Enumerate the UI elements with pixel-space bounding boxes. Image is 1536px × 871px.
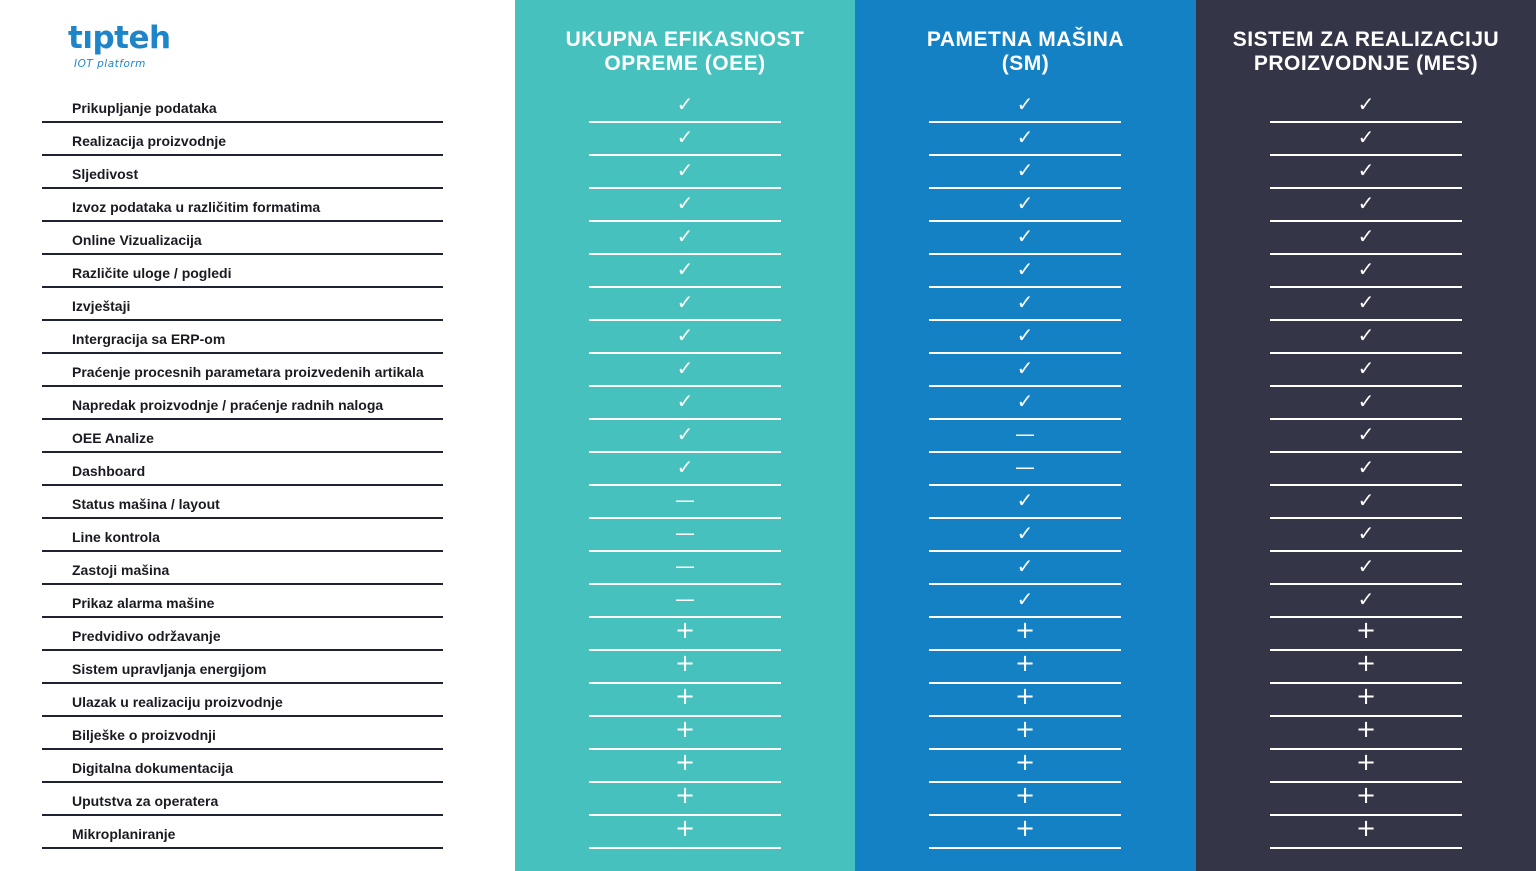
feature-label: Praćenje procesnih parametara proizvedenih artikala	[72, 364, 424, 380]
checkmark-icon: ✓	[1016, 125, 1034, 149]
dash-icon: —	[675, 587, 695, 611]
checkmark-icon: ✓	[676, 323, 694, 347]
feature-label: Intergracija sa ERP-om	[72, 331, 226, 347]
feature-label: Dashboard	[72, 463, 146, 479]
plus-icon: +	[674, 616, 696, 644]
sm-cell	[929, 189, 1121, 222]
dash-icon: —	[675, 521, 695, 545]
column-title-sm	[855, 28, 1196, 76]
oee-cell	[589, 684, 781, 717]
oee-cell	[589, 90, 781, 123]
column-title-line: PROIZVODNJE (MES)	[1253, 52, 1479, 75]
column-title-mes	[1196, 28, 1536, 76]
feature-row	[42, 354, 443, 387]
checkmark-icon: ✓	[676, 125, 694, 149]
feature-label: Prikaz alarma mašine	[72, 595, 215, 611]
sm-cell	[929, 783, 1121, 816]
feature-label: Ulazak u realizaciju proizvodnje	[72, 694, 283, 710]
feature-row	[42, 90, 443, 123]
column-title-line: (SM)	[1001, 52, 1050, 75]
checkmark-icon: ✓	[1357, 125, 1375, 149]
logo-wordmark: tıpteh	[68, 20, 171, 56]
oee-cell	[589, 618, 781, 651]
oee-cell	[589, 189, 781, 222]
plus-icon: +	[674, 715, 696, 743]
mes-cell	[1270, 189, 1462, 222]
feature-label: Predvidivo održavanje	[72, 628, 221, 644]
mes-cell	[1270, 651, 1462, 684]
plus-icon: +	[674, 649, 696, 677]
checkmark-icon: ✓	[1016, 158, 1034, 182]
feature-label: Sljedivost	[72, 166, 139, 182]
checkmark-icon: ✓	[1016, 356, 1034, 380]
feature-label: Izvještaji	[72, 298, 131, 314]
sm-cell	[929, 222, 1121, 255]
feature-row	[42, 420, 443, 453]
mes-cell	[1270, 255, 1462, 288]
sm-cell	[929, 519, 1121, 552]
checkmark-icon: ✓	[1016, 521, 1034, 545]
dash-icon: —	[1015, 422, 1035, 446]
oee-cell	[589, 651, 781, 684]
feature-row	[42, 486, 443, 519]
checkmark-icon: ✓	[1357, 587, 1375, 611]
mes-cell	[1270, 486, 1462, 519]
feature-label: Realizacija proizvodnje	[72, 133, 227, 149]
sm-cell	[929, 618, 1121, 651]
plus-icon: +	[674, 814, 696, 842]
checkmark-icon: ✓	[1357, 422, 1375, 446]
checkmark-icon: ✓	[676, 257, 694, 281]
plus-icon: +	[1014, 748, 1036, 776]
plus-icon: +	[1014, 814, 1036, 842]
plus-icon: +	[1355, 715, 1377, 743]
column-oee	[515, 0, 855, 871]
oee-cell	[589, 255, 781, 288]
feature-label: Napredak proizvodnje / praćenje radnih naloga	[72, 397, 384, 413]
mes-cell	[1270, 750, 1462, 783]
plus-icon: +	[1355, 616, 1377, 644]
mes-cell	[1270, 684, 1462, 717]
feature-label: OEE Analize	[72, 430, 154, 446]
checkmark-icon: ✓	[1357, 257, 1375, 281]
checkmark-icon: ✓	[1357, 455, 1375, 479]
plus-icon: +	[1355, 748, 1377, 776]
sm-cell	[929, 354, 1121, 387]
checkmark-icon: ✓	[1357, 554, 1375, 578]
plus-icon: +	[1014, 781, 1036, 809]
checkmark-icon: ✓	[1357, 389, 1375, 413]
checkmark-icon: ✓	[1357, 92, 1375, 116]
feature-row	[42, 552, 443, 585]
checkmark-icon: ✓	[676, 389, 694, 413]
oee-cell	[589, 387, 781, 420]
mes-cell	[1270, 387, 1462, 420]
column-title-line: UKUPNA EFIKASNOST	[565, 28, 805, 51]
plus-icon: +	[674, 781, 696, 809]
logo-subtitle: IOT platform	[74, 58, 146, 70]
sm-cell	[929, 387, 1121, 420]
oee-cell	[589, 156, 781, 189]
checkmark-icon: ✓	[1357, 356, 1375, 380]
feature-row	[42, 123, 443, 156]
checkmark-icon: ✓	[1016, 389, 1034, 413]
sm-cell	[929, 816, 1121, 849]
column-sm	[855, 0, 1196, 871]
column-title-line: PAMETNA MAŠINA	[926, 28, 1125, 51]
feature-label: Status mašina / layout	[72, 496, 220, 512]
feature-label: Mikroplaniranje	[72, 826, 176, 842]
mes-cell	[1270, 354, 1462, 387]
checkmark-icon: ✓	[676, 224, 694, 248]
checkmark-icon: ✓	[1357, 224, 1375, 248]
feature-row	[42, 618, 443, 651]
tipteh-logo	[68, 20, 178, 76]
sm-cell	[929, 255, 1121, 288]
feature-row	[42, 387, 443, 420]
oee-cell	[589, 519, 781, 552]
feature-label: Line kontrola	[72, 529, 160, 545]
checkmark-icon: ✓	[1016, 92, 1034, 116]
mes-cell	[1270, 783, 1462, 816]
sm-cell	[929, 684, 1121, 717]
oee-cell	[589, 321, 781, 354]
feature-row	[42, 156, 443, 189]
feature-row	[42, 585, 443, 618]
feature-row	[42, 816, 443, 849]
checkmark-icon: ✓	[1016, 290, 1034, 314]
dash-icon: —	[675, 488, 695, 512]
mes-cell	[1270, 222, 1462, 255]
sm-cell	[929, 585, 1121, 618]
feature-label: Online Vizualizacija	[72, 232, 202, 248]
checkmark-icon: ✓	[1016, 191, 1034, 215]
mes-cell	[1270, 519, 1462, 552]
sm-cell	[929, 90, 1121, 123]
sm-cell	[929, 123, 1121, 156]
checkmark-icon: ✓	[1357, 290, 1375, 314]
feature-row	[42, 783, 443, 816]
plus-icon: +	[1355, 682, 1377, 710]
mes-cell	[1270, 321, 1462, 354]
plus-icon: +	[1014, 715, 1036, 743]
column-title-oee	[515, 28, 855, 76]
checkmark-icon: ✓	[1016, 488, 1034, 512]
oee-cell	[589, 750, 781, 783]
checkmark-icon: ✓	[676, 158, 694, 182]
sm-cell	[929, 750, 1121, 783]
oee-cell	[589, 453, 781, 486]
sm-cell	[929, 453, 1121, 486]
oee-cell	[589, 420, 781, 453]
oee-cell	[589, 123, 781, 156]
sm-cell	[929, 552, 1121, 585]
oee-cell	[589, 783, 781, 816]
oee-cell	[589, 717, 781, 750]
sm-cell	[929, 420, 1121, 453]
checkmark-icon: ✓	[1357, 488, 1375, 512]
mes-cell	[1270, 816, 1462, 849]
oee-cell	[589, 816, 781, 849]
oee-cell	[589, 288, 781, 321]
feature-row	[42, 189, 443, 222]
mes-cell	[1270, 453, 1462, 486]
checkmark-icon: ✓	[1357, 521, 1375, 545]
checkmark-icon: ✓	[1357, 191, 1375, 215]
feature-label: Prikupljanje podataka	[72, 100, 217, 116]
checkmark-icon: ✓	[676, 422, 694, 446]
plus-icon: +	[1014, 649, 1036, 677]
checkmark-icon: ✓	[1016, 224, 1034, 248]
checkmark-icon: ✓	[1357, 323, 1375, 347]
checkmark-icon: ✓	[676, 191, 694, 215]
checkmark-icon: ✓	[1016, 587, 1034, 611]
mes-cell	[1270, 90, 1462, 123]
checkmark-icon: ✓	[676, 455, 694, 479]
sm-cell	[929, 486, 1121, 519]
mes-cell	[1270, 585, 1462, 618]
checkmark-icon: ✓	[1357, 158, 1375, 182]
oee-cell	[589, 222, 781, 255]
oee-cell	[589, 354, 781, 387]
feature-label: Digitalna dokumentacija	[72, 760, 234, 776]
feature-label: Sistem upravljanja energijom	[72, 661, 267, 677]
sm-cell	[929, 288, 1121, 321]
plus-icon: +	[1355, 814, 1377, 842]
column-title-line: OPREME (OEE)	[604, 52, 766, 75]
dash-icon: —	[675, 554, 695, 578]
feature-row	[42, 222, 443, 255]
oee-cell	[589, 486, 781, 519]
column-mes	[1196, 0, 1536, 871]
sm-cell	[929, 717, 1121, 750]
oee-cell	[589, 585, 781, 618]
mes-cell	[1270, 717, 1462, 750]
feature-row	[42, 288, 443, 321]
checkmark-icon: ✓	[676, 356, 694, 380]
oee-cell	[589, 552, 781, 585]
checkmark-icon: ✓	[676, 290, 694, 314]
feature-row	[42, 651, 443, 684]
feature-row	[42, 750, 443, 783]
plus-icon: +	[1014, 682, 1036, 710]
column-title-line: SISTEM ZA REALIZACIJU	[1232, 28, 1500, 51]
plus-icon: +	[1355, 649, 1377, 677]
feature-row	[42, 684, 443, 717]
plus-icon: +	[674, 748, 696, 776]
dash-icon: —	[1015, 455, 1035, 479]
mes-cell	[1270, 156, 1462, 189]
sm-cell	[929, 651, 1121, 684]
checkmark-icon: ✓	[1016, 257, 1034, 281]
checkmark-icon: ✓	[1016, 554, 1034, 578]
checkmark-icon: ✓	[1016, 323, 1034, 347]
feature-row	[42, 255, 443, 288]
sm-cell	[929, 156, 1121, 189]
feature-row	[42, 519, 443, 552]
sm-cell	[929, 321, 1121, 354]
mes-cell	[1270, 123, 1462, 156]
feature-label: Uputstva za operatera	[72, 793, 219, 809]
feature-label: Izvoz podataka u različitim formatima	[72, 199, 321, 215]
feature-row	[42, 321, 443, 354]
plus-icon: +	[1355, 781, 1377, 809]
feature-row	[42, 717, 443, 750]
mes-cell	[1270, 288, 1462, 321]
checkmark-icon: ✓	[676, 92, 694, 116]
feature-label: Zastoji mašina	[72, 562, 170, 578]
mes-cell	[1270, 420, 1462, 453]
plus-icon: +	[674, 682, 696, 710]
feature-row	[42, 453, 443, 486]
feature-label: Bilješke o proizvodnji	[72, 727, 216, 743]
mes-cell	[1270, 618, 1462, 651]
mes-cell	[1270, 552, 1462, 585]
plus-icon: +	[1014, 616, 1036, 644]
feature-label: Različite uloge / pogledi	[72, 265, 232, 281]
